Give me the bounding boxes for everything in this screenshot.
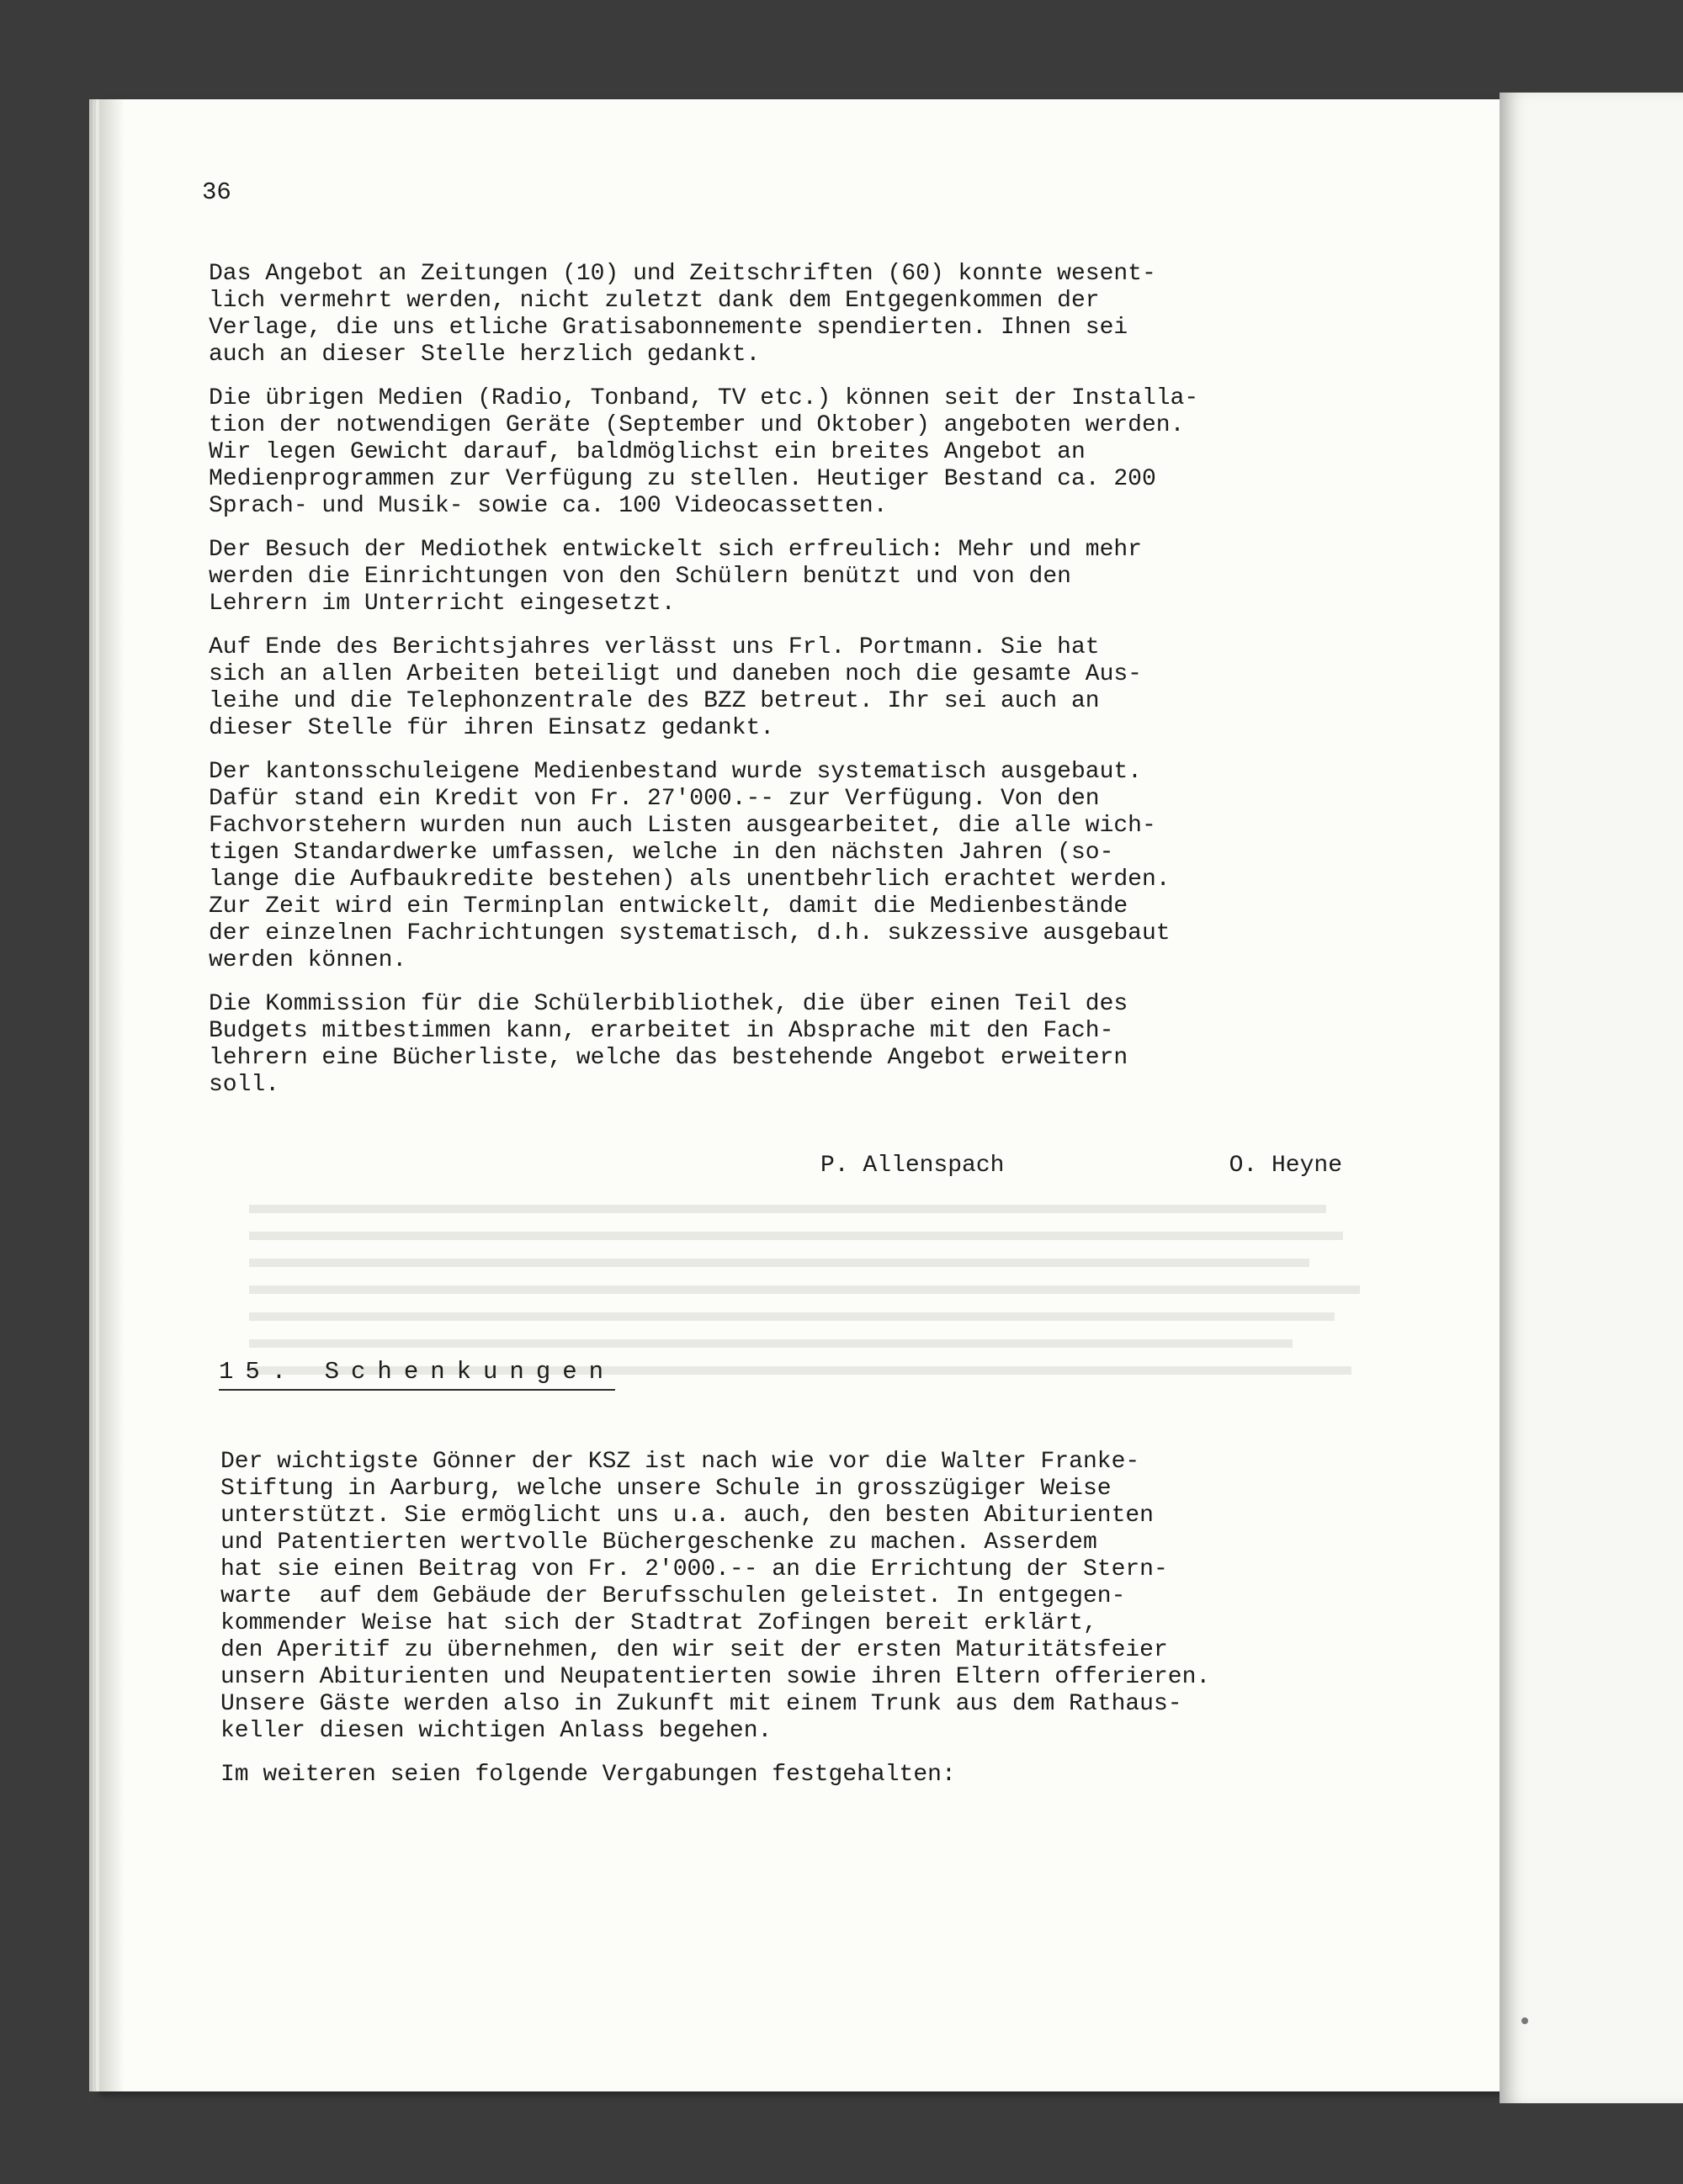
- right-page: [1500, 93, 1683, 2103]
- page-mark: [1521, 2017, 1528, 2024]
- paragraph-portmann: Auf Ende des Berichtsjahres verlässt uns Frl. Portmann. Sie hat sich an allen Arbeiten beteiligt und daneben noch die gesamte Aus- leihe und die Telephonzentrale des BZZ betreut. Ihr sei auch an dieser Stelle für ihren Einsatz gedankt.: [209, 634, 1142, 741]
- mediothek-section: [209, 261, 1387, 1116]
- paragraph-medien: Die übrigen Medien (Radio, Tonband, TV etc.) können seit der Installa- tion der notwendigen Geräte (September und Oktober) angeboten werden. Wir legen Gewicht darauf, baldmöglichst ein breites Angebot an Medienprogrammen zur Verfügung zu stellen. Heutiger Bestand ca. 200 Sprach- und Musik- sowie ca. 100 Videocassetten.: [209, 385, 1199, 519]
- paragraph-vergabungen: Im weiteren seien folgende Vergabungen festgehalten:: [220, 1762, 956, 1788]
- signatures: [820, 1153, 1342, 1179]
- page-number: 36: [202, 178, 231, 206]
- paragraph-goenner: Der wichtigste Gönner der KSZ ist nach wie vor die Walter Franke- Stiftung in Aarburg, welche unsere Schule in grosszügiger Weise unterstützt. Sie ermöglicht uns u.a. auch, den besten Abiturienten und Patentierten wertvolle Büchergeschenke zu machen. Asserdem hat sie einen Beitrag von Fr. 2'000.-- an die Errichtung der Stern- warte auf dem Gebäude der Berufsschulen geleistet. In entgegen- kommender Weise hat sich der Stadtrat Zofingen bereit erklärt, den Aperitif zu übernehmen, den wir seit der ersten Maturitätsfeier unsern Abiturienten und Neupatentierten sowie ihren Eltern offerieren. Unsere Gäste werden also in Zukunft mit einem Trunk aus dem Rathaus- keller diesen wichtigen Anlass begehen.: [220, 1449, 1211, 1744]
- section-heading-schenkungen: 15. Schenkungen: [219, 1358, 615, 1391]
- paragraph-kommission: Die Kommission für die Schülerbibliothek, die über einen Teil des Budgets mitbestimmen kann, erarbeitet in Absprache mit den Fach- lehrern eine Bücherliste, welche das bestehende Angebot erweitern soll.: [209, 991, 1128, 1098]
- paragraph-besuch: Der Besuch der Mediothek entwickelt sich erfreulich: Mehr und mehr werden die Einrichtungen von den Schülern benützt und von den Lehrern im Unterricht eingesetzt.: [209, 537, 1142, 617]
- signature-allenspach: P. Allenspach: [820, 1153, 1005, 1179]
- signature-heyne: O. Heyne: [1229, 1153, 1342, 1179]
- paragraph-medienbestand: Der kantonsschuleigene Medienbestand wurde systematisch ausgebaut. Dafür stand ein Kredit von Fr. 27'000.-- zur Verfügung. Von den Fachvorstehern wurden nun auch Listen ausgearbeitet, die alle wich- tigen Standardwerke umfassen, welche in den nächsten Jahren (so- lange die Aufbaukredite bestehen) als unentbehrlich erachtet werden. Zur Zeit wird ein Terminplan entwickelt, damit die Medienbestände der einzelnen Fachrichtungen systematisch, d.h. sukzessive ausgebaut werden können.: [209, 759, 1171, 973]
- schenkungen-section: [220, 1449, 1415, 1805]
- paragraph-zeitungen: Das Angebot an Zeitungen (10) und Zeitschriften (60) konnte wesent- lich vermehrt werden, nicht zuletzt dank dem Entgegenkommen der Verlage, die uns etliche Gratisabonnemente spendierten. Ihnen sei auch an dieser Stelle herzlich gedankt.: [209, 261, 1156, 368]
